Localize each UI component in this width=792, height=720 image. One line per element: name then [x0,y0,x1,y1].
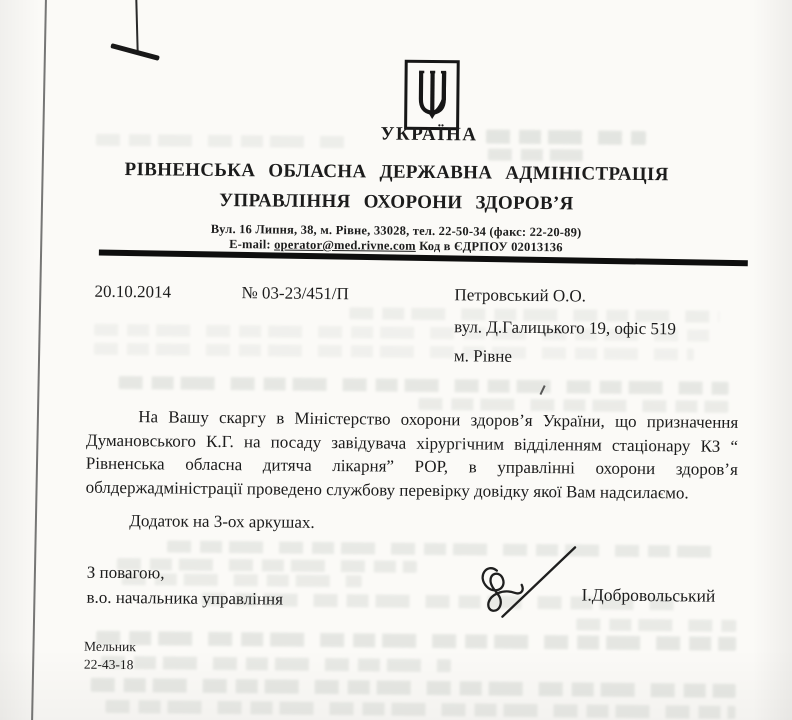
bleed-through-line [119,376,729,395]
handwritten-signature [462,540,583,636]
executor-phone: 22-43-18 [83,656,134,673]
email-label: E-mail: [229,237,271,252]
bleed-through-line [101,656,451,672]
document-date: 20.10.2014 [94,281,172,302]
document-number: № 03-23/451/П [241,283,349,304]
email-address: operator@med.rivne.com [274,237,416,253]
bleed-through-line [486,130,646,146]
bleed-through-line [96,134,346,148]
body-line: облдержадміністрації проведено службову перевірку довідку якої Вам надсилаємо. [85,477,689,502]
signature-scribble-icon [462,540,583,631]
recipient-name: Петровський О.О. [454,285,587,306]
signer-name: І.Добровольський [581,584,716,606]
org-name-line1: РІВНЕНСЬКА ОБЛАСНА ДЕРЖАВНА АДМІНІСТРАЦІЯ [124,159,669,186]
bleed-through-line [105,700,735,719]
org-name-line2: УПРАВЛІННЯ ОХОРОНИ ЗДОРОВ’Я [219,189,574,215]
recipient-street: вул. Д.Галицького 19, офіс 519 [454,317,677,339]
coat-of-arms-emblem [404,60,460,131]
recipient-city: м. Рівне [453,346,513,366]
bleed-through-line [94,343,694,361]
body-line: Думановського К.Г. на посаду завідувача хірургічним відділенням стаціонару КЗ “ [85,430,739,456]
edrpou-code: Код в ЄДРПОУ 02013136 [419,238,563,255]
country-name: УКРАЇНА [380,123,478,146]
signer-title: в.о. начальника управління [86,587,284,609]
executor-name: Мельник [84,638,136,655]
body-paragraph [86,405,739,505]
bleed-through-line [96,631,736,651]
body-line: Рівненська обласна дитяча лікарня” РОР, в управлінні охорони здоров’я [85,453,738,479]
attachment-note: Додаток на 3-ох аркушах. [129,511,315,532]
closing-salutation: З повагою, [86,562,165,583]
body-line: На Вашу скаргу в Міністерство охорони здоров’я України, що призначення [138,407,739,432]
bleed-through-line [91,678,736,698]
org-address-line: Вул. 16 Липня, 38, м. Рівне, 33028, тел. 22-50-34 (факс: 22-20-89) [210,221,582,240]
bleed-through-line [488,149,583,162]
bleed-through-line [167,540,727,557]
bleed-through-line [576,618,736,632]
trident-icon [414,70,450,120]
